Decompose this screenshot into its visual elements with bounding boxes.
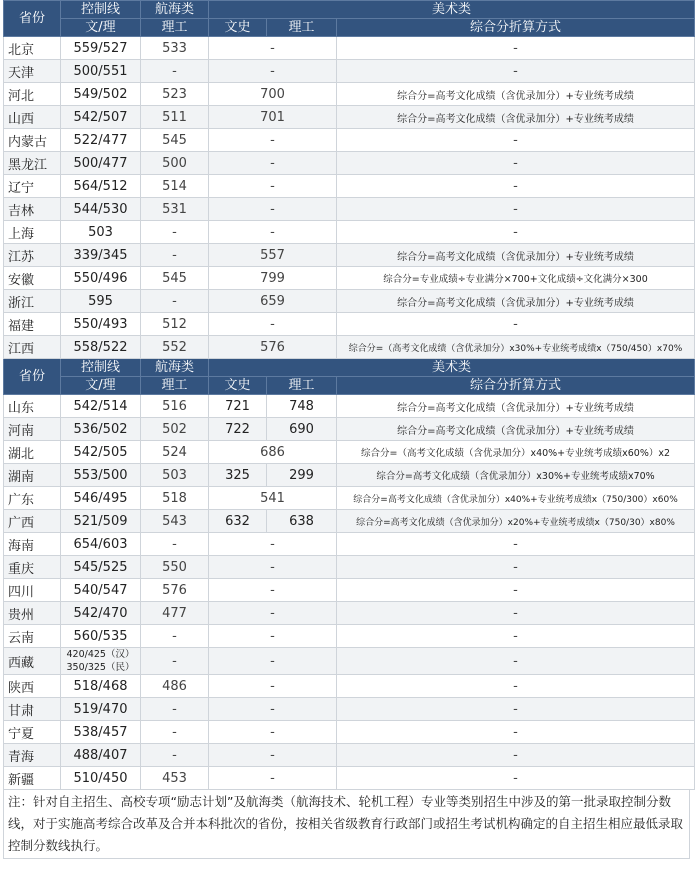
header-formula-2: 综合分折算方式 (337, 377, 695, 395)
control-line-cell: 544/530 (61, 198, 141, 221)
province-cell: 云南 (4, 625, 61, 648)
header-row-sub-2 (4, 377, 695, 395)
art-score-cell: - (209, 648, 337, 675)
header-art-wenshi-2: 文史 (209, 377, 267, 395)
control-line-cell: 510/450 (61, 767, 141, 790)
province-cell: 宁夏 (4, 721, 61, 744)
province-cell: 新疆 (4, 767, 61, 790)
art-score-cell: - (209, 533, 337, 556)
header-art-2: 美术类 (209, 359, 695, 377)
table-row (4, 244, 695, 267)
table-row (4, 625, 695, 648)
nautical-cell: 486 (141, 675, 209, 698)
table-row (4, 37, 695, 60)
art-score-cell: - (209, 175, 337, 198)
table-row (4, 487, 695, 510)
control-line-cell: 542/514 (61, 395, 141, 418)
table-row (4, 744, 695, 767)
art-score-cell: - (209, 579, 337, 602)
control-line-cell: 518/468 (61, 675, 141, 698)
formula-cell: - (337, 648, 695, 675)
table-row (4, 579, 695, 602)
nautical-cell: 543 (141, 510, 209, 533)
control-line-cell: 654/603 (61, 533, 141, 556)
table-row (4, 510, 695, 533)
header-row-top-2 (4, 359, 695, 377)
header-province-2: 省份 (4, 359, 61, 395)
header-row-top (4, 1, 695, 19)
table-row (4, 767, 695, 790)
control-line-cell: 564/512 (61, 175, 141, 198)
formula-cell: 综合分=高考文化成绩（含优录加分）+专业统考成绩 (337, 290, 695, 313)
control-line-cell: 339/345 (61, 244, 141, 267)
table-row (4, 418, 695, 441)
table-row (4, 106, 695, 129)
art-ligong-cell: 299 (267, 464, 337, 487)
header-control-line: 控制线 (61, 1, 141, 19)
province-cell: 湖南 (4, 464, 61, 487)
art-score-cell: - (209, 721, 337, 744)
control-line-cell: 519/470 (61, 698, 141, 721)
art-score-cell: - (209, 221, 337, 244)
formula-cell: - (337, 221, 695, 244)
control-line-cell: 545/525 (61, 556, 141, 579)
nautical-cell: 533 (141, 37, 209, 60)
province-cell: 甘肃 (4, 698, 61, 721)
table-row (4, 336, 695, 359)
nautical-cell: - (141, 721, 209, 744)
art-score-cell: - (209, 198, 337, 221)
art-score-cell: 557 (209, 244, 337, 267)
header-formula: 综合分折算方式 (337, 19, 695, 37)
header-nautical-2: 航海类 (141, 359, 209, 377)
table-row (4, 395, 695, 418)
control-line-cell: 559/527 (61, 37, 141, 60)
formula-cell: - (337, 602, 695, 625)
nautical-cell: 453 (141, 767, 209, 790)
nautical-cell: - (141, 290, 209, 313)
art-score-cell: - (209, 602, 337, 625)
formula-cell: - (337, 767, 695, 790)
header-art-ligong: 理工 (267, 19, 337, 37)
art-score-cell: - (209, 698, 337, 721)
formula-cell: - (337, 675, 695, 698)
province-cell: 江西 (4, 336, 61, 359)
nautical-cell: - (141, 648, 209, 675)
table-row (4, 267, 695, 290)
province-cell: 重庆 (4, 556, 61, 579)
art-wenshi-cell: 721 (209, 395, 267, 418)
province-cell: 青海 (4, 744, 61, 767)
header-province: 省份 (4, 1, 61, 37)
art-score-cell: 701 (209, 106, 337, 129)
nautical-cell: - (141, 221, 209, 244)
formula-cell: 综合分=高考文化成绩（含优录加分）+专业统考成绩 (337, 83, 695, 106)
formula-cell: - (337, 129, 695, 152)
control-line-cell: 560/535 (61, 625, 141, 648)
formula-cell: - (337, 556, 695, 579)
province-cell: 山东 (4, 395, 61, 418)
province-cell: 海南 (4, 533, 61, 556)
province-cell: 北京 (4, 37, 61, 60)
table-row (4, 83, 695, 106)
formula-cell: - (337, 198, 695, 221)
control-line-cell: 542/470 (61, 602, 141, 625)
nautical-cell: - (141, 244, 209, 267)
control-line-cell: 550/496 (61, 267, 141, 290)
nautical-cell: 524 (141, 441, 209, 464)
nautical-cell: - (141, 625, 209, 648)
formula-cell: 综合分=高考文化成绩（含优录加分）+专业统考成绩 (337, 106, 695, 129)
art-score-cell: 686 (209, 441, 337, 464)
formula-cell: 综合分=高考文化成绩（含优录加分）x30%+专业统考成绩x70% (337, 464, 695, 487)
formula-cell: 综合分=高考文化成绩（含优录加分）x40%+专业统考成绩x（750/300）x60% (337, 487, 695, 510)
formula-cell: 综合分=高考文化成绩（含优录加分）+专业统考成绩 (337, 244, 695, 267)
art-score-cell: - (209, 129, 337, 152)
art-score-cell: - (209, 625, 337, 648)
control-line-cell: 538/457 (61, 721, 141, 744)
table-row (4, 602, 695, 625)
art-score-cell: 799 (209, 267, 337, 290)
province-cell: 山西 (4, 106, 61, 129)
formula-cell: - (337, 175, 695, 198)
art-score-cell: 700 (209, 83, 337, 106)
footnote: 注：针对自主招生、高校专项“励志计划”及航海类（航海技术、轮机工程）专业等类别招生中涉及的第一批录取控制分数线，对于实施高考综合改革及合并本科批次的省份，按相关省级教育行政部门或招生考试机构确定的自主招生相应最低录取控制分数线执行。 (3, 790, 690, 859)
header-control-line-2: 控制线 (61, 359, 141, 377)
table-row (4, 648, 695, 675)
control-line-cell: 558/522 (61, 336, 141, 359)
nautical-cell: 516 (141, 395, 209, 418)
control-line-cell: 540/547 (61, 579, 141, 602)
formula-cell: - (337, 60, 695, 83)
control-line-han: 420/425（汉） (66, 649, 135, 660)
table-row (4, 175, 695, 198)
formula-cell: 综合分=高考文化成绩（含优录加分）+专业统考成绩 (337, 418, 695, 441)
art-ligong-cell: 638 (267, 510, 337, 533)
nautical-cell: 503 (141, 464, 209, 487)
header-art-ligong-2: 理工 (267, 377, 337, 395)
province-cell: 吉林 (4, 198, 61, 221)
art-score-cell: - (209, 60, 337, 83)
formula-cell: - (337, 579, 695, 602)
formula-cell: - (337, 152, 695, 175)
art-score-cell: 541 (209, 487, 337, 510)
nautical-cell: 512 (141, 313, 209, 336)
art-score-cell: 576 (209, 336, 337, 359)
art-score-cell: - (209, 37, 337, 60)
formula-cell: - (337, 313, 695, 336)
formula-cell: - (337, 625, 695, 648)
header-row-sub (4, 19, 695, 37)
province-cell: 江苏 (4, 244, 61, 267)
table-row (4, 721, 695, 744)
nautical-cell: 518 (141, 487, 209, 510)
province-cell: 安徽 (4, 267, 61, 290)
table-row (4, 698, 695, 721)
province-cell: 陕西 (4, 675, 61, 698)
table-row (4, 129, 695, 152)
formula-cell: - (337, 721, 695, 744)
nautical-cell: 552 (141, 336, 209, 359)
formula-cell: 综合分=高考文化成绩（含优录加分）+专业统考成绩 (337, 395, 695, 418)
control-line-cell: 550/493 (61, 313, 141, 336)
art-ligong-cell: 748 (267, 395, 337, 418)
header-nautical-sub: 理工 (141, 19, 209, 37)
art-score-cell: - (209, 744, 337, 767)
formula-cell: - (337, 698, 695, 721)
nautical-cell: 545 (141, 267, 209, 290)
control-line-cell: 546/495 (61, 487, 141, 510)
table-row (4, 464, 695, 487)
header-art: 美术类 (209, 1, 695, 19)
nautical-cell: - (141, 533, 209, 556)
province-cell: 辽宁 (4, 175, 61, 198)
table-row (4, 198, 695, 221)
control-line-cell: 500/551 (61, 60, 141, 83)
table-row (4, 60, 695, 83)
art-score-cell: - (209, 152, 337, 175)
control-line-cell: 549/502 (61, 83, 141, 106)
nautical-cell: - (141, 698, 209, 721)
nautical-cell: 523 (141, 83, 209, 106)
province-cell: 湖北 (4, 441, 61, 464)
art-score-cell: 659 (209, 290, 337, 313)
control-line-cell: 521/509 (61, 510, 141, 533)
nautical-cell: 477 (141, 602, 209, 625)
header-control-sub-2: 文/理 (61, 377, 141, 395)
control-line-cell: 595 (61, 290, 141, 313)
control-line-cell: 536/502 (61, 418, 141, 441)
formula-cell: 综合分=（高考文化成绩（含优录加分）x40%+专业统考成绩x60%）x2 (337, 441, 695, 464)
table-row (4, 313, 695, 336)
nautical-cell: 500 (141, 152, 209, 175)
nautical-cell: 545 (141, 129, 209, 152)
province-cell: 四川 (4, 579, 61, 602)
header-art-wenshi: 文史 (209, 19, 267, 37)
table-row (4, 441, 695, 464)
formula-cell: - (337, 744, 695, 767)
nautical-cell: 576 (141, 579, 209, 602)
table-row (4, 290, 695, 313)
nautical-cell: 514 (141, 175, 209, 198)
art-ligong-cell: 690 (267, 418, 337, 441)
art-wenshi-cell: 325 (209, 464, 267, 487)
formula-cell: - (337, 533, 695, 556)
nautical-cell: - (141, 744, 209, 767)
province-cell: 河南 (4, 418, 61, 441)
table-row (4, 556, 695, 579)
province-cell: 上海 (4, 221, 61, 244)
province-cell: 福建 (4, 313, 61, 336)
control-line-cell: 500/477 (61, 152, 141, 175)
province-cell: 天津 (4, 60, 61, 83)
province-cell: 广西 (4, 510, 61, 533)
control-line-cell: 542/505 (61, 441, 141, 464)
art-wenshi-cell: 632 (209, 510, 267, 533)
control-line-cell: 542/507 (61, 106, 141, 129)
province-cell: 河北 (4, 83, 61, 106)
formula-cell: - (337, 37, 695, 60)
province-cell: 广东 (4, 487, 61, 510)
table-row (4, 221, 695, 244)
formula-cell: 综合分=高考文化成绩（含优录加分）x20%+专业统考成绩x（750/30）x80% (337, 510, 695, 533)
formula-cell: 综合分=专业成绩÷专业满分×700+文化成绩÷文化满分×300 (337, 267, 695, 290)
art-score-cell: - (209, 675, 337, 698)
control-line-cell: 503 (61, 221, 141, 244)
province-cell: 贵州 (4, 602, 61, 625)
control-line-cell: 553/500 (61, 464, 141, 487)
art-score-cell: - (209, 313, 337, 336)
table-row (4, 675, 695, 698)
province-cell: 浙江 (4, 290, 61, 313)
art-wenshi-cell: 722 (209, 418, 267, 441)
nautical-cell: 502 (141, 418, 209, 441)
province-cell: 内蒙古 (4, 129, 61, 152)
score-table (3, 0, 695, 790)
nautical-cell: - (141, 60, 209, 83)
control-line-cell: 488/407 (61, 744, 141, 767)
art-score-cell: - (209, 767, 337, 790)
table-row (4, 152, 695, 175)
art-score-cell: - (209, 556, 337, 579)
nautical-cell: 531 (141, 198, 209, 221)
nautical-cell: 511 (141, 106, 209, 129)
formula-cell: 综合分=（高考文化成绩（含优录加分）x30%+专业统考成绩x（750/450）x70% (337, 336, 695, 359)
control-line-cell: 522/477 (61, 129, 141, 152)
control-line-min: 350/325（民） (66, 662, 135, 673)
nautical-cell: 550 (141, 556, 209, 579)
table-row (4, 533, 695, 556)
header-control-sub: 文/理 (61, 19, 141, 37)
province-cell: 西藏 (4, 648, 61, 675)
header-nautical: 航海类 (141, 1, 209, 19)
province-cell: 黑龙江 (4, 152, 61, 175)
header-nautical-sub-2: 理工 (141, 377, 209, 395)
control-line-cell (61, 648, 141, 675)
